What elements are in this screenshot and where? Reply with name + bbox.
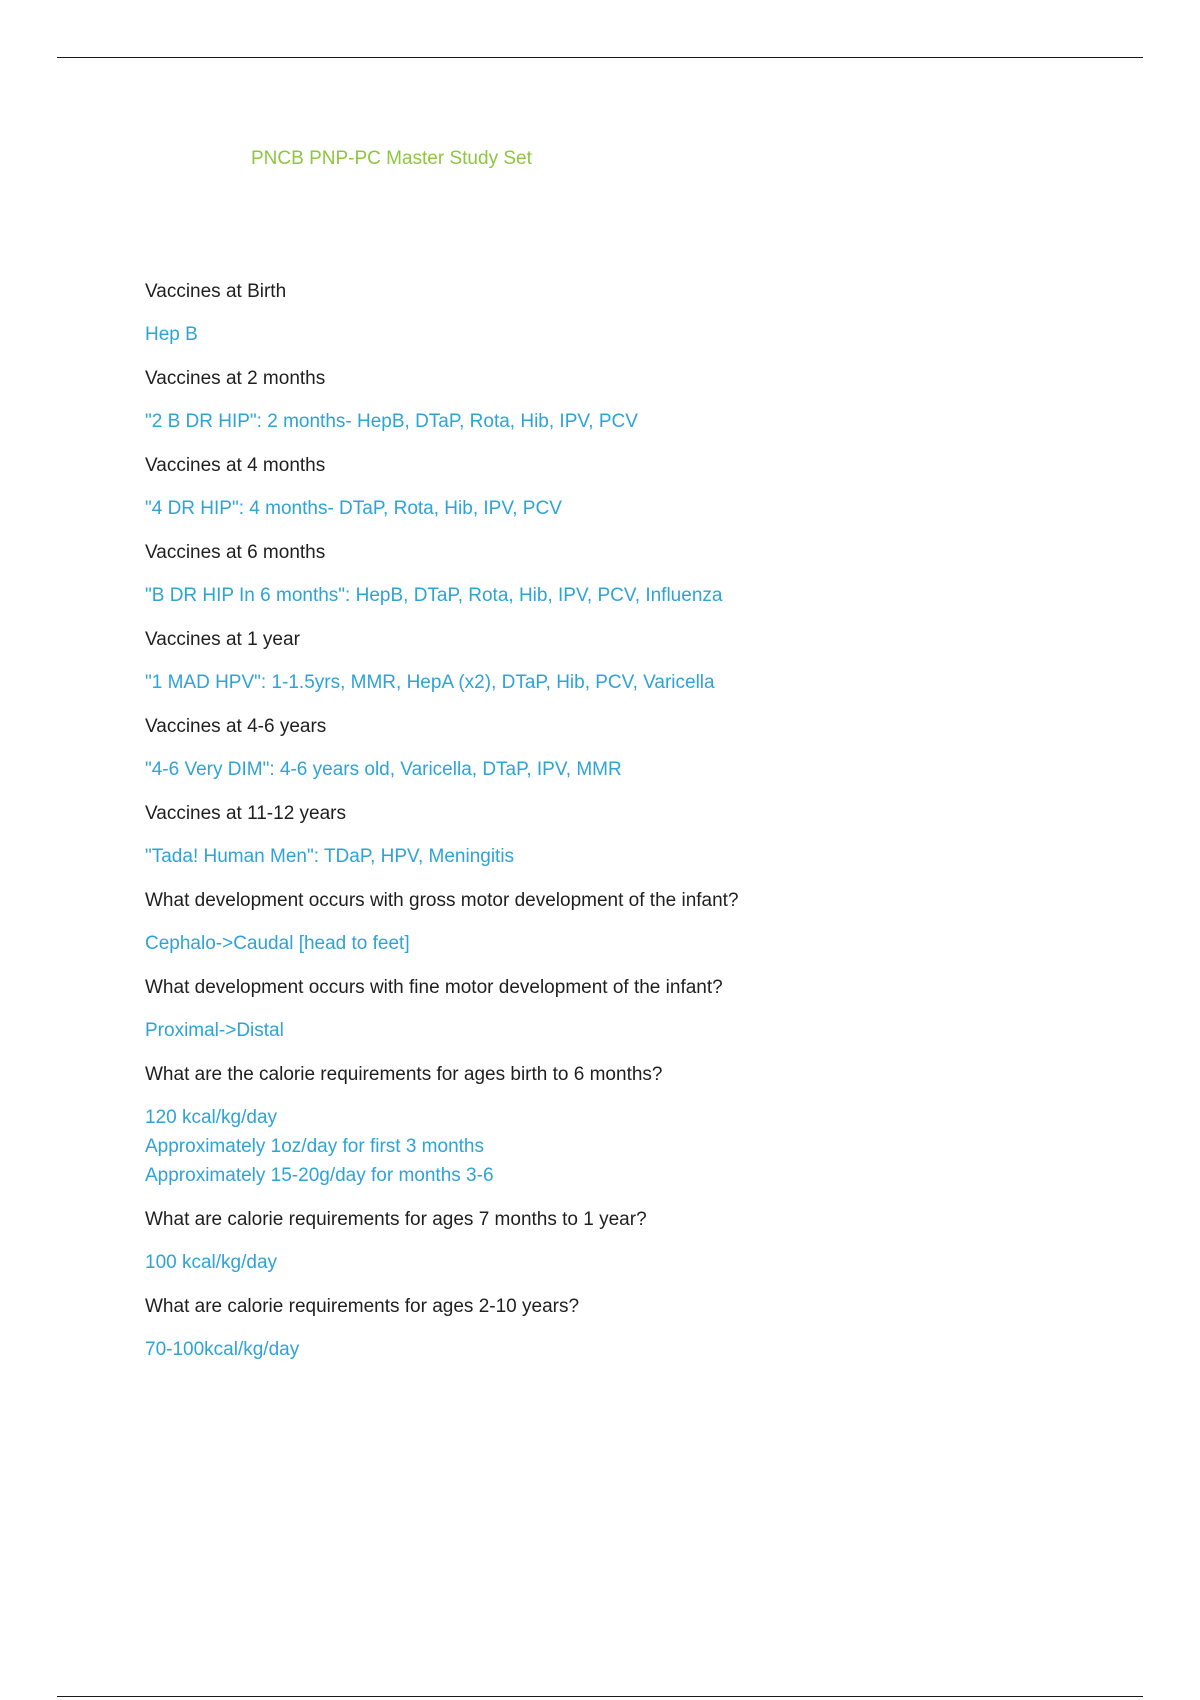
definition-line: Approximately 1oz/day for first 3 months xyxy=(145,1136,484,1157)
card-definition xyxy=(145,1016,1085,1045)
study-card xyxy=(145,1063,1085,1190)
top-rule xyxy=(57,57,1143,58)
definition-line: 100 kcal/kg/day xyxy=(145,1252,278,1273)
card-term: Vaccines at 4 months xyxy=(145,455,326,476)
definition-line: "Tada! Human Men": TDaP, HPV, Meningitis xyxy=(145,846,515,867)
card-definition xyxy=(145,668,1085,697)
card-definition xyxy=(145,581,1085,610)
study-card xyxy=(145,976,1085,1045)
card-definition xyxy=(145,1248,1085,1277)
card-term: What are calorie requirements for ages 7 months to 1 year? xyxy=(145,1209,647,1230)
bottom-rule xyxy=(57,1696,1143,1697)
card-definition xyxy=(145,1103,1085,1190)
study-card xyxy=(145,1208,1085,1277)
definition-line: "B DR HIP In 6 months": HepB, DTaP, Rota, Hib, IPV, PCV, Influenza xyxy=(145,585,723,606)
card-definition xyxy=(145,494,1085,523)
card-term: Vaccines at 2 months xyxy=(145,368,326,389)
card-definition xyxy=(145,842,1085,871)
card-definition xyxy=(145,755,1085,784)
study-card xyxy=(145,367,1085,436)
card-term: What are the calorie requirements for ages birth to 6 months? xyxy=(145,1064,663,1085)
card-term: Vaccines at 1 year xyxy=(145,629,300,650)
card-term: What development occurs with fine motor development of the infant? xyxy=(145,977,723,998)
card-term: What development occurs with gross motor development of the infant? xyxy=(145,890,739,911)
card-term: Vaccines at 4-6 years xyxy=(145,716,327,737)
study-card xyxy=(145,628,1085,697)
card-definition xyxy=(145,929,1085,958)
definition-line: Proximal->Distal xyxy=(145,1020,284,1041)
definition-line: "4 DR HIP": 4 months- DTaP, Rota, Hib, IPV, PCV xyxy=(145,498,562,519)
study-card xyxy=(145,541,1085,610)
study-card xyxy=(145,889,1085,958)
document-title: PNCB PNP-PC Master Study Set xyxy=(251,148,532,169)
study-set-content xyxy=(145,280,1085,1382)
card-definition xyxy=(145,1335,1085,1364)
study-card xyxy=(145,280,1085,349)
definition-line: "1 MAD HPV": 1-1.5yrs, MMR, HepA (x2), DTaP, Hib, PCV, Varicella xyxy=(145,672,715,693)
card-term: Vaccines at 6 months xyxy=(145,542,326,563)
definition-line: 120 kcal/kg/day xyxy=(145,1107,278,1128)
card-definition xyxy=(145,320,1085,349)
study-card xyxy=(145,715,1085,784)
definition-line: "4-6 Very DIM": 4-6 years old, Varicella, DTaP, IPV, MMR xyxy=(145,759,622,780)
study-card xyxy=(145,1295,1085,1364)
study-card xyxy=(145,454,1085,523)
definition-line: "2 B DR HIP": 2 months- HepB, DTaP, Rota, Hib, IPV, PCV xyxy=(145,411,638,432)
definition-line: 70-100kcal/kg/day xyxy=(145,1339,300,1360)
card-term: What are calorie requirements for ages 2-10 years? xyxy=(145,1296,580,1317)
definition-line: Hep B xyxy=(145,324,198,345)
definition-line: Cephalo->Caudal [head to feet] xyxy=(145,933,410,954)
card-term: Vaccines at Birth xyxy=(145,281,287,302)
definition-line: Approximately 15-20g/day for months 3-6 xyxy=(145,1165,494,1186)
card-definition xyxy=(145,407,1085,436)
card-term: Vaccines at 11-12 years xyxy=(145,803,347,824)
study-card xyxy=(145,802,1085,871)
